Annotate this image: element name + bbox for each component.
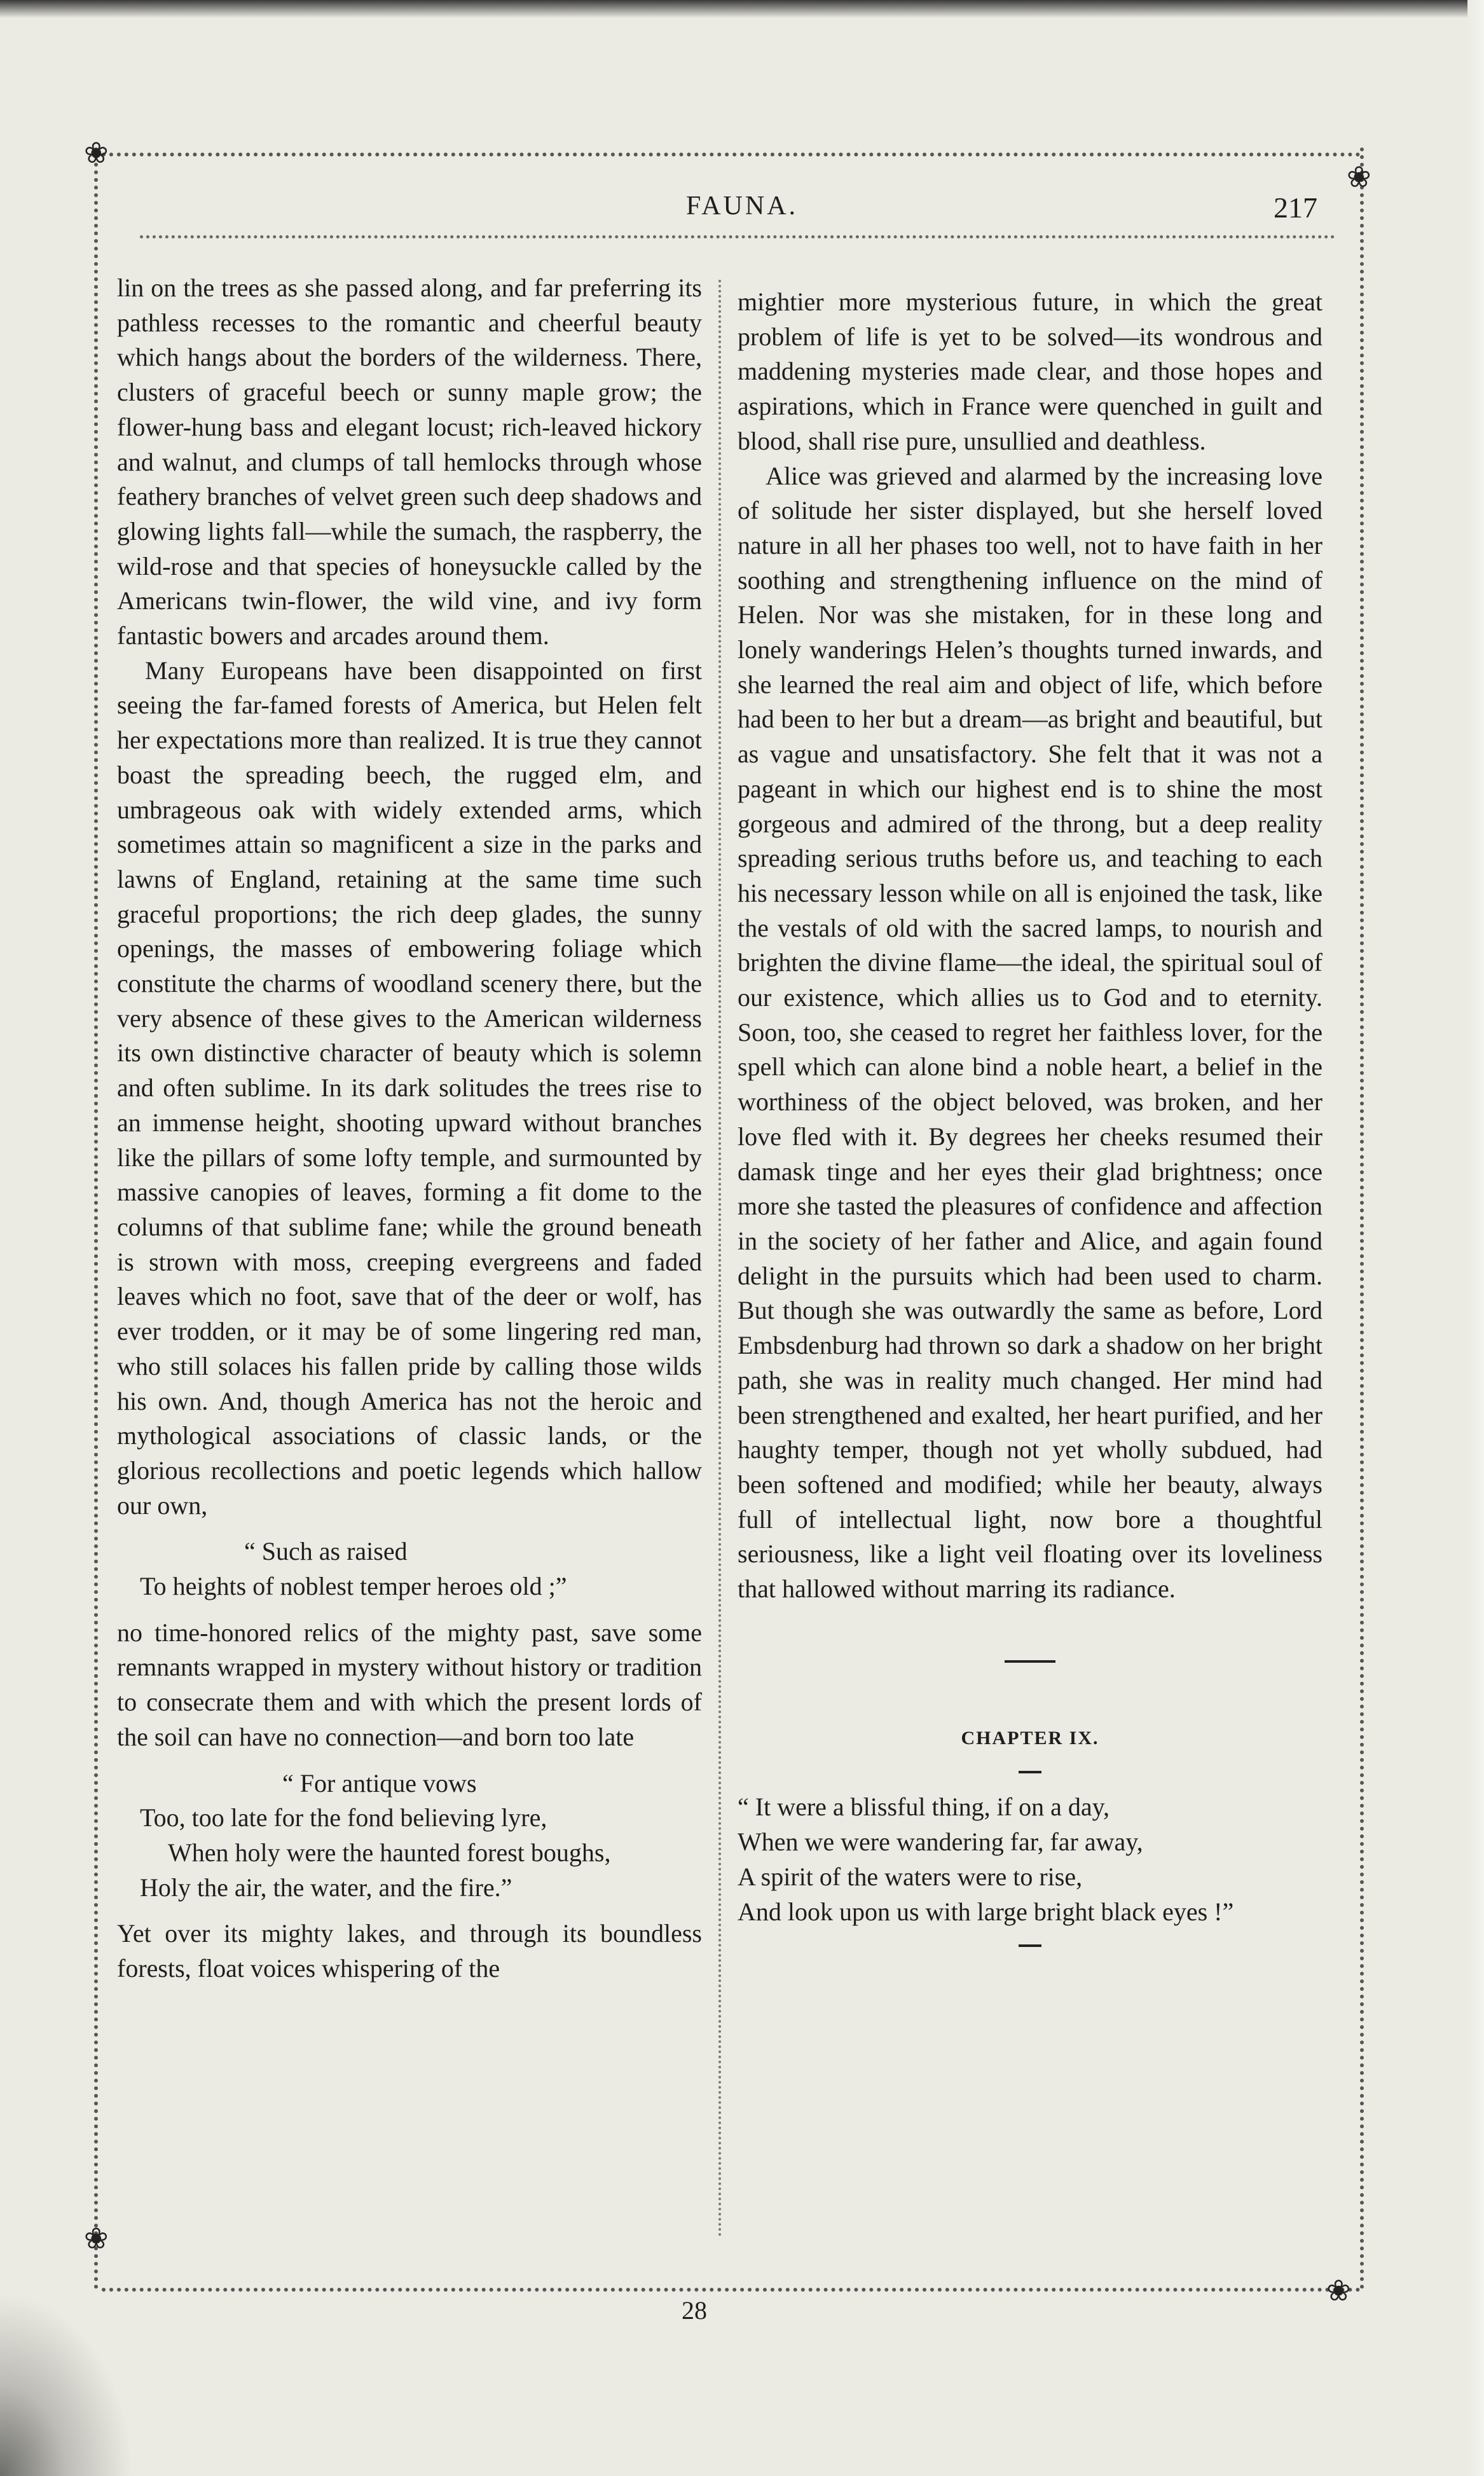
chapter-rule <box>1019 1771 1041 1773</box>
left-column <box>117 271 702 1986</box>
verse-line: “ For antique vows <box>282 1768 477 1798</box>
signature-mark: 28 <box>682 2296 707 2325</box>
header-rule <box>140 235 1335 238</box>
paragraph: no time-honored relics of the mighty past, save some remnants wrapped in mystery without history or tradition to consecrate them and with which the present lords of the soil can have no connection—and born too late <box>117 1618 702 1751</box>
verse-line: And look upon us with large bright black eyes !” <box>738 1897 1234 1926</box>
scan-edge-top <box>0 0 1484 18</box>
section-rule <box>1005 1660 1055 1663</box>
verse-line: To heights of noblest temper heroes old ;” <box>140 1572 567 1601</box>
paragraph: Yet over its mighty lakes, and through its boundless forests, float voices whispering of the <box>117 1919 702 1983</box>
paragraph: Many Europeans have been disappointed on first seeing the far-famed forests of America, but Helen felt her expectations more than realized. It is true they cannot boast the spreading beech, the rugged elm, and umbrageous oak with widely extended arms, which sometimes attain so magnificent a size in the parks and lawns of England, retaining at the same time such graceful proportions; the rich deep glades, the sunny openings, the masses of embowering foliage which constitute the charms of woodland scenery there, but the very absence of these gives to the American wilderness its own distinctive character of beauty which is solemn and often sublime. In its dark solitudes the trees rise to an immense height, shooting upward without branches like the pillars of some lofty temple, and surmounted by massive canopies of leaves, forming a fit dome to the columns of that sublime fane; while the ground beneath is strown with moss, creeping evergreens and faded leaves which no foot, save that of the deer or wolf, has ever trodden, or it may be of some lingering red man, who still solaces his fallen pride by calling those wilds his own. And, though America has not the heroic and mythological associations of classic lands, or the glorious recollections and poetic legends which hallow our own, <box>117 656 702 1520</box>
border-bottom-line <box>102 2288 1361 2292</box>
verse-line: “ Such as raised <box>244 1537 408 1566</box>
right-column <box>738 285 1323 1964</box>
page-number: 217 <box>1274 191 1317 224</box>
scan-edge-shadow <box>0 2292 134 2476</box>
border-top-line <box>102 153 1361 156</box>
verse-line: “ It were a blissful thing, if on a day, <box>738 1792 1110 1822</box>
verse-line: Too, too late for the fond believing lyre, <box>140 1803 547 1833</box>
verse-quote <box>117 1766 702 1906</box>
paragraph: mightier more mysterious future, in which the great problem of life is yet to be solved—its wondrous and maddening mysteries made clear, and those hopes and aspirations, which in France were quenched in guilt and blood, shall rise pure, unsullied and deathless. <box>738 287 1323 455</box>
epigraph <box>738 1790 1323 1929</box>
chapter-heading: CHAPTER IX. <box>961 1727 1099 1749</box>
verse-quote <box>117 1534 702 1604</box>
epigraph-rule <box>1019 1944 1041 1947</box>
corner-ornament-icon: ❀ <box>84 137 109 169</box>
paragraph: lin on the trees as she passed along, and far preferring its pathless recesses to the romantic and cheerful beauty which hangs about the borders of the wilderness. There, clusters of graceful beech or sunny maple grow; the flower-hung bass and elegant locust; rich-leaved hickory and walnut, and clumps of tall hemlocks through whose feathery branches of velvet green such deep shadows and glowing lights fall—while the sumach, the raspberry, the wild-rose and that species of honeysuckle called by the Americans twin-flower, the wild vine, and ivy form fantastic bowers and arcades around them. <box>117 273 702 650</box>
verse-line: When we were wandering far, far away, <box>738 1827 1143 1857</box>
page-title: FAUNA. <box>685 191 799 221</box>
corner-ornament-icon: ❀ <box>1347 161 1371 193</box>
scan-edge-right <box>1467 0 1484 2476</box>
corner-ornament-icon: ❀ <box>84 2222 109 2255</box>
column-divider <box>718 280 721 2238</box>
corner-ornament-icon: ❀ <box>1326 2274 1351 2307</box>
verse-line: Holy the air, the water, and the fire.” <box>140 1873 512 1902</box>
verse-line: When holy were the haunted forest boughs, <box>168 1838 611 1867</box>
running-head <box>0 191 1484 242</box>
paragraph: Alice was grieved and alarmed by the increasing love of solitude her sister displayed, but she herself loved nature in all her phases too well, not to have faith in her soothing and strengthening influence on the mind of Helen. Nor was she mistaken, for in these long and lonely wanderings Helen’s thoughts turned inwards, and she learned the real aim and object of life, which before had been to her but a dream—as bright and beautiful, but as vague and unsatisfactory. She felt that it was not a pageant in which our highest end is to shine the most gorgeous and admired of the throng, but a deep reality spreading serious truths before us, and teaching to each his necessary lesson while on all is enjoined the task, like the vestals of old with the sacred lamps, to nourish and brighten the divine flame—the ideal, the spiritual soul of our existence, which allies us to God and to eternity. Soon, too, she ceased to regret her faithless lover, for the spell which can alone bind a noble heart, a belief in the worthiness of the object beloved, was broken, and her love fled with it. By degrees her cheeks resumed their damask tinge and her eyes their glad brightness; once more she tasted the pleasures of confidence and affection in the society of her father and Alice, and again found delight in the pursuits which had been used to charm. But though she was outwardly the same as before, Lord Embsdenburg had thrown so dark a shadow on her bright path, she was in reality much changed. Her mind had been strengthened and exalted, her heart purified, and her haughty temper, though not yet wholly subdued, had been softened and modified; while her beauty, always full of intellectual light, now bore a thoughtful seriousness, like a light veil floating over its loveliness that hallowed without marring its radiance. <box>738 461 1323 1604</box>
verse-line: A spirit of the waters were to rise, <box>738 1862 1083 1891</box>
